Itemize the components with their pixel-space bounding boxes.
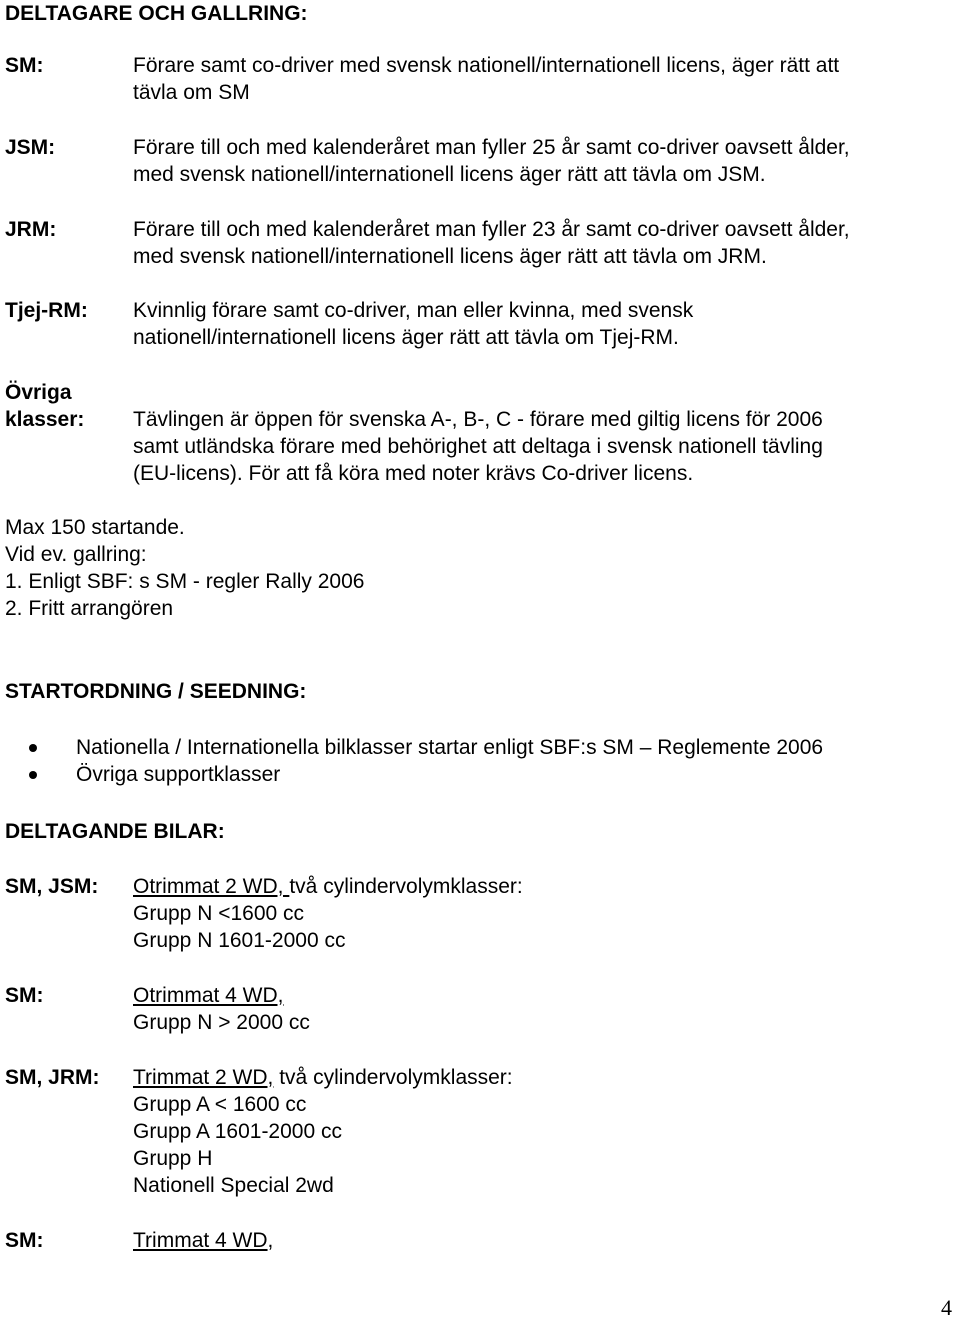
list-item: Övriga supportklasser — [5, 761, 950, 788]
row-text-line: med svensk nationell/internationell licens äger rätt att tävla om JSM. — [133, 163, 766, 186]
row-label: SM: — [5, 984, 44, 1007]
heading-bilar: DELTAGANDE BILAR: — [5, 820, 225, 843]
row-text-line: samt utländska förare med behörighet att deltaga i svensk nationell tävling — [133, 435, 823, 458]
row-text-line: Förare till och med kalenderåret man fyller 25 år samt co-driver oavsett ålder, — [133, 136, 850, 159]
text-line: Grupp A < 1600 cc — [133, 1093, 307, 1116]
row-label: SM, JRM: — [5, 1066, 100, 1089]
startordning-list — [5, 734, 950, 788]
row-text-line: Tävlingen är öppen för svenska A-, B-, C - förare med giltig licens för 2006 — [133, 408, 823, 431]
text-line: 1. Enligt SBF: s SM - regler Rally 2006 — [5, 570, 365, 593]
row-label: SM: — [5, 54, 44, 77]
row-label: JRM: — [5, 218, 57, 241]
bil-group-sm-jsm: SM, JSM: Otrimmat 2 WD, två cylindervolymklasser: Grupp N <1600 cc Grupp N 1601-2000 cc — [5, 873, 950, 954]
class-title: Otrimmat 4 WD, — [133, 984, 284, 1007]
class-title: Otrimmat 2 WD, — [133, 875, 290, 898]
row-label: SM, JSM: — [5, 875, 99, 898]
row-text-line: Förare till och med kalenderåret man fyller 23 år samt co-driver oavsett ålder, — [133, 218, 850, 241]
ovriga-label: Övriga — [5, 381, 72, 404]
heading-startordning: STARTORDNING / SEEDNING: — [5, 680, 307, 703]
row-label: SM: — [5, 1229, 44, 1252]
text-line: Nationell Special 2wd — [133, 1174, 334, 1197]
text-line: Grupp N 1601-2000 cc — [133, 929, 346, 952]
row-sm — [5, 52, 950, 106]
row-text-line: med svensk nationell/internationell licens äger rätt att tävla om JRM. — [133, 245, 767, 268]
bil-group-sm-4wd — [5, 982, 950, 1036]
max-startande-block — [5, 514, 364, 622]
text-line: Max 150 startande. — [5, 516, 185, 539]
row-tjej-rm — [5, 297, 950, 351]
row-text-line: nationell/internationell licens äger rätt att tävla om Tjej-RM. — [133, 326, 679, 349]
text-line: Grupp N > 2000 cc — [133, 1011, 310, 1034]
text-line: 2. Fritt arrangören — [5, 597, 174, 620]
class-title: Trimmat 4 WD — [133, 1229, 268, 1252]
row-label: klasser: — [5, 408, 85, 431]
row-text-line: Förare samt co-driver med svensk nationell/internationell licens, äger rätt att — [133, 54, 840, 77]
row-jsm — [5, 134, 950, 188]
text-line: Grupp H — [133, 1147, 213, 1170]
bil-group-sm-trimmat-4wd: SM: Trimmat 4 WD, — [5, 1229, 274, 1252]
class-title: Trimmat 2 WD, — [133, 1066, 274, 1089]
bil-group-sm-jrm: SM, JRM: Trimmat 2 WD, två cylindervolymklasser: Grupp A < 1600 cc Grupp A 1601-2000 cc Grupp H Nationell Special 2wd — [5, 1064, 950, 1199]
text-line: Grupp N <1600 cc — [133, 902, 305, 925]
text-line: Grupp A 1601-2000 cc — [133, 1120, 342, 1143]
bullet-icon — [29, 744, 37, 752]
row-label: Tjej-RM: — [5, 299, 88, 322]
row-ovriga-klasser — [5, 406, 950, 487]
heading-deltagare: DELTAGARE OCH GALLRING: — [5, 2, 308, 25]
page-number: 4 — [941, 1295, 952, 1320]
row-jrm — [5, 216, 950, 270]
row-text-line: Kvinnlig förare samt co-driver, man eller kvinna, med svensk — [133, 299, 694, 322]
text-line: Vid ev. gallring: — [5, 543, 147, 566]
bullet-icon — [29, 771, 37, 779]
row-text-line: (EU-licens). För att få köra med noter krävs Co-driver licens. — [133, 462, 694, 485]
list-item: Nationella / Internationella bilklasser startar enligt SBF:s SM – Reglemente 2006 — [5, 734, 950, 761]
row-text-line: tävla om SM — [133, 81, 250, 104]
row-label: JSM: — [5, 136, 56, 159]
